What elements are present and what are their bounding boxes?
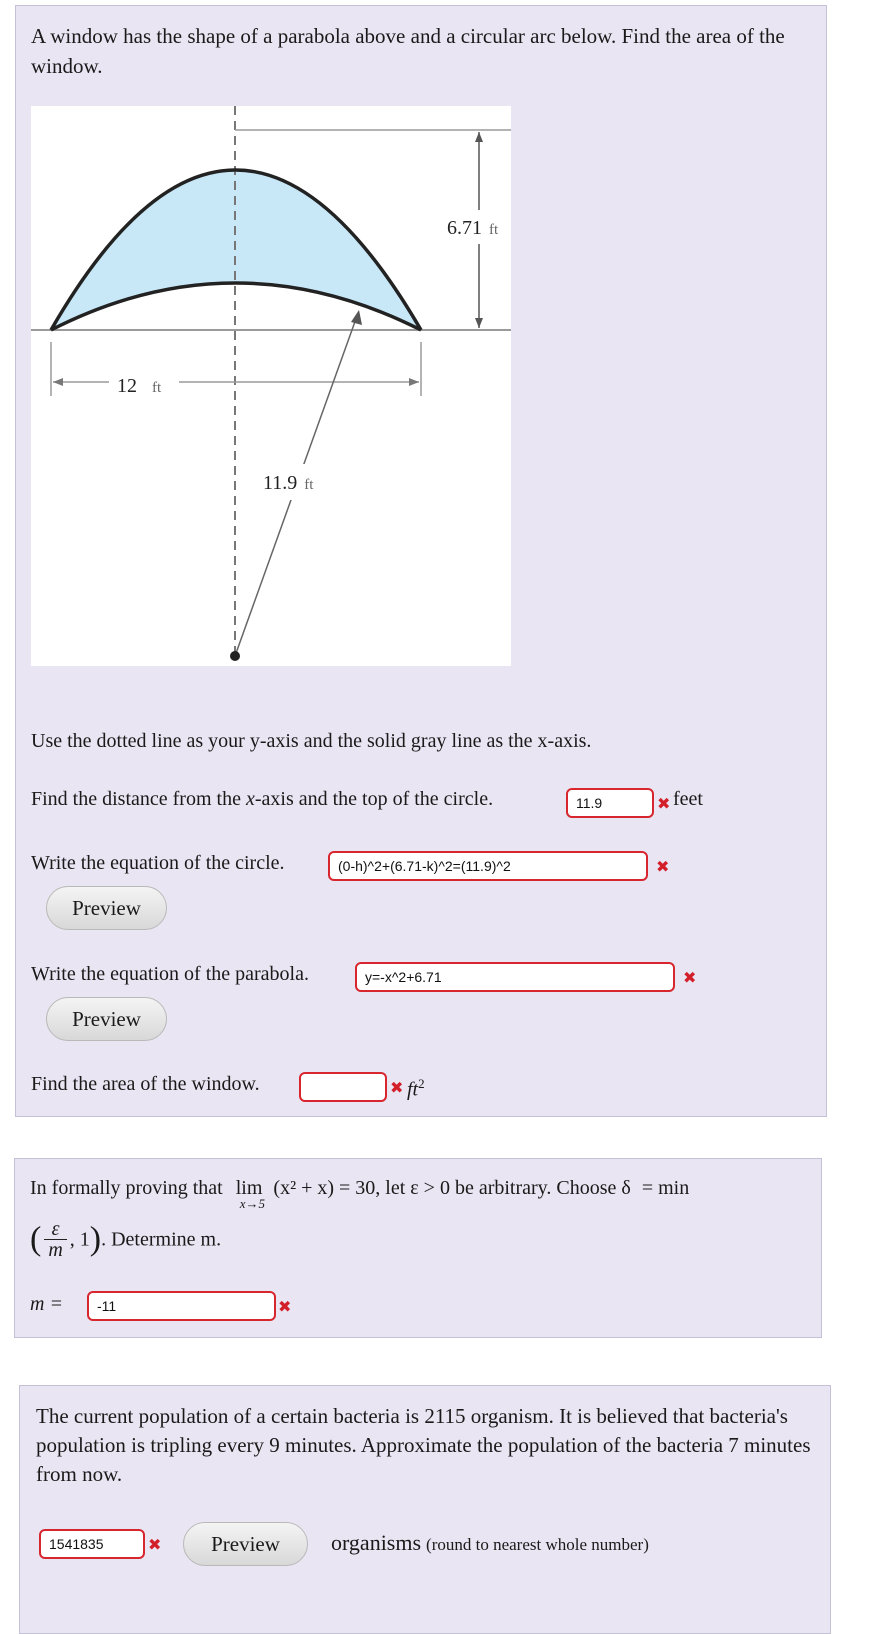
axis-instruction: Use the dotted line as your y-axis and the solid gray line as the x-axis. <box>31 730 592 752</box>
window-figure <box>31 106 511 666</box>
population-unit-label: organisms (round to nearest whole number) <box>331 1530 649 1555</box>
population-preview-button[interactable]: Preview <box>183 1522 308 1566</box>
limit-statement-continued: ( $\frac{\varepsilon}{m}$ , 1). Determine m. <box>30 1218 222 1261</box>
problem-1-intro: A window has the shape of a parabola above and a circular arc below. Find the area of the window. <box>31 24 785 78</box>
x-mark-icon: ✖ <box>390 1078 404 1097</box>
q1-label: Find the distance from the x-axis and the top of the circle. <box>31 788 494 810</box>
x-mark-icon: ✖ <box>683 968 697 987</box>
m-label: m = <box>30 1293 63 1315</box>
x-mark-icon: ✖ <box>656 857 670 876</box>
parabola-equation-input[interactable] <box>355 962 675 992</box>
radius-label: 11.9 ft <box>263 472 314 494</box>
height-label: 6.71 ft <box>447 217 499 239</box>
distance-answer-input[interactable] <box>566 788 654 818</box>
area-answer-input[interactable] <box>299 1072 387 1102</box>
area-unit: $ft^2$ <box>407 1076 425 1101</box>
fraction-denominator: m <box>48 1239 63 1261</box>
x-mark-icon: ✖ <box>657 794 671 813</box>
limit-subscript: x→5 <box>239 1196 266 1211</box>
limit-statement: In formally proving that lim x→5 (x² + x) = 30, let ε > 0 be arbitrary. Choose δ = min <box>30 1177 690 1211</box>
width-label: 12 ft <box>117 375 162 397</box>
parabola-preview-button[interactable]: Preview <box>46 997 167 1041</box>
circle-equation-input[interactable] <box>328 851 648 881</box>
circle-preview-button[interactable]: Preview <box>46 886 167 930</box>
q1-unit: feet <box>673 788 703 810</box>
m-answer-input[interactable] <box>87 1291 276 1321</box>
fraction-numerator: ε <box>44 1219 66 1240</box>
q4-label: Find the area of the window. <box>31 1073 260 1095</box>
problem-panel-1 <box>15 5 827 1117</box>
population-answer-input[interactable] <box>39 1529 145 1559</box>
problem-panel-3 <box>19 1385 831 1634</box>
q3-label: Write the equation of the parabola. <box>31 963 309 985</box>
circle-center-point <box>230 651 240 661</box>
bacteria-question: The current population of a certain bacteria is 2115 organism. It is believed that bacteria's population is tripling every 9 minutes. Approximate the population of the bacteria 7 minutes from now. <box>36 1404 811 1486</box>
x-mark-icon: ✖ <box>148 1535 162 1554</box>
q2-label: Write the equation of the circle. <box>31 852 285 874</box>
x-mark-icon: ✖ <box>278 1297 292 1316</box>
problem-panel-2 <box>14 1158 822 1338</box>
